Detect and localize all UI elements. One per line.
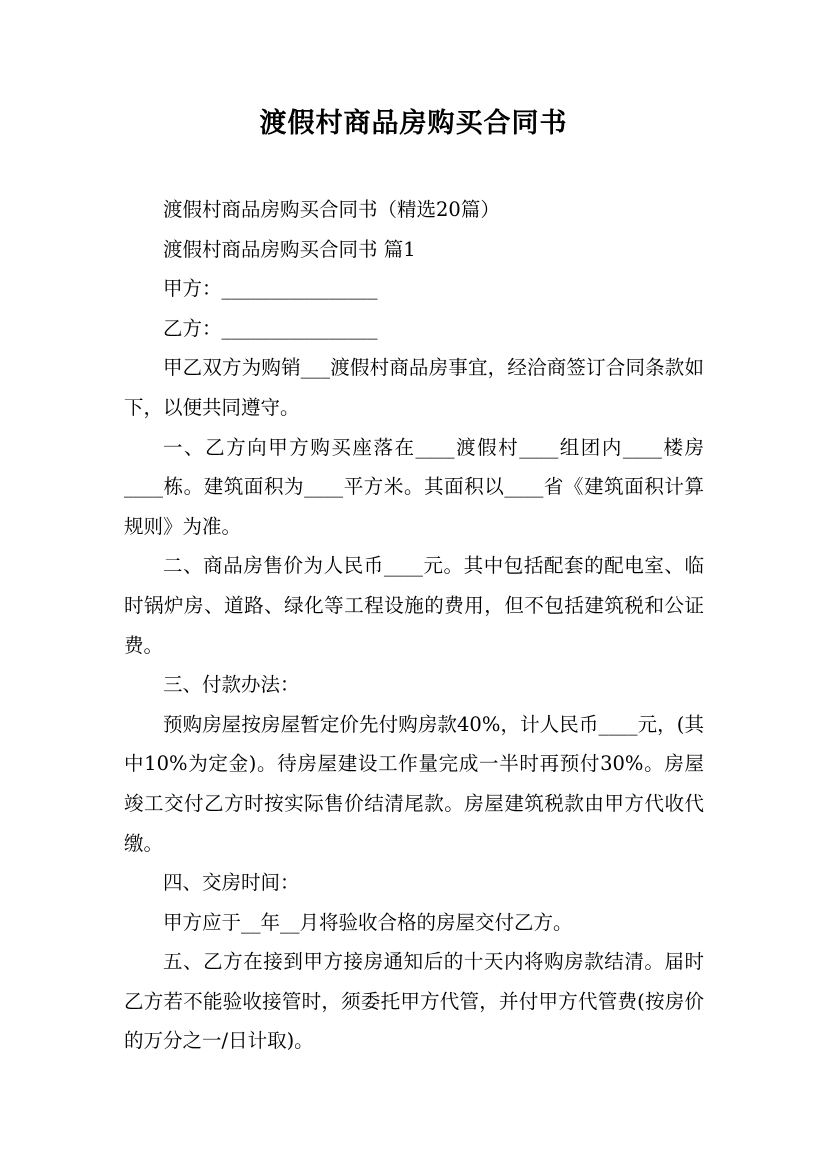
paragraph-clause-4-heading: 四、交房时间： [163,871,300,895]
document-body [124,190,704,1061]
paragraph-clause-1: 一、乙方向甲方购买座落在____渡假村____组团内____楼房____栋。建筑面积为____平方米。其面积以____省《建筑面积计算规则》为准。 [124,435,704,538]
paragraph-clause-4-body: 甲方应于__年__月将验收合格的房屋交付乙方。 [163,910,573,934]
paragraph-section-heading: 渡假村商品房购买合同书 篇1 [163,237,416,261]
paragraph-clause-3-body: 预购房屋按房屋暂定价先付购房款40%，计人民币____元，(其中10%为定金)。待房屋建设工作量完成一半时再预付30%。房屋竣工交付乙方时按实际售价结清尾款。房屋建筑税款由甲方代收代缴。 [124,712,704,855]
paragraph-party-b: 乙方：________________ [163,316,378,340]
paragraph-clause-5: 五、乙方在接到甲方接房通知后的十天内将购房款结清。届时乙方若不能验收接管时，须委托甲方代管，并付甲方代管费(按房价的万分之一/日计取)。 [124,950,704,1053]
paragraph-subtitle: 渡假村商品房购买合同书（精选20篇） [163,198,500,221]
paragraph-clause-2: 二、商品房售价为人民币____元。其中包括配套的配电室、临时锅炉房、道路、绿化等工程设施的费用，但不包括建筑税和公证费。 [124,554,704,657]
paragraph-preamble: 甲乙双方为购销___渡假村商品房事宜，经洽商签订合同条款如下，以便共同遵守。 [124,356,704,419]
document-title: 渡假村商品房购买合同书 [259,108,568,139]
paragraph-clause-3-heading: 三、付款办法： [163,673,300,697]
paragraph-party-a: 甲方：________________ [163,277,378,301]
